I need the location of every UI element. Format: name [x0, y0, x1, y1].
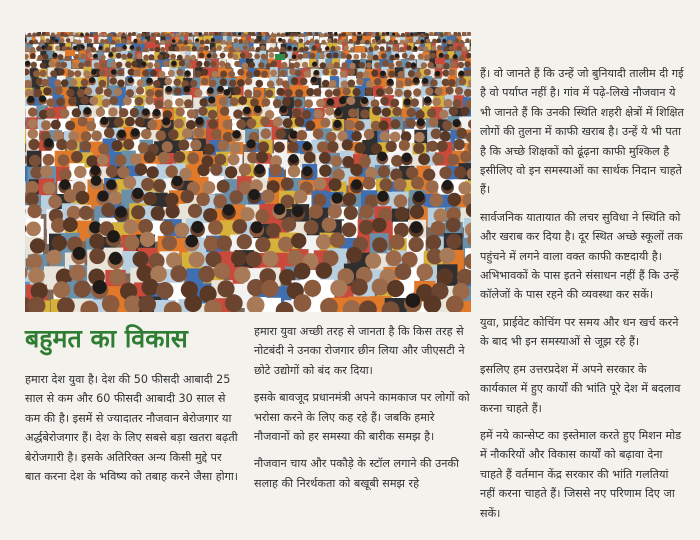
crowd-photo	[25, 32, 471, 312]
headline: बहुमत का विकास	[25, 324, 188, 353]
column-3-paragraph-4: इसलिए हम उत्तरप्रदेश में अपने सरकार के कार्यकाल में हुए कार्यों की भांति पूरे देश में बदलाव करना चाहते हैं।	[480, 362, 681, 415]
column-1	[25, 370, 239, 494]
column-3-paragraph-2: सार्वजनिक यातायात की लचर सुविधा ने स्थिति को और खराब कर दिया है। दूर स्थित अच्छे स्कूलों तक पहुंचने में लगने वाला वक्त काफी कष्टदायी है। अभिभावकों के पास इतने संसाधन नहीं हैं कि उन्हें कॉलेजों के पास रहने की व्यवस्था कर सकें।	[480, 210, 683, 302]
column-3-paragraph-3: युवा, प्राईवेट कोचिंग पर समय और धन खर्च करने के बाद भी इन समस्याओं से जूझ रहे हैं।	[480, 315, 679, 349]
column-2-paragraph-3: नौजवान चाय और पकौड़े के स्टॉल लगाने की उनकी सलाह की निरर्थकता को बखूबी समझ रहे	[254, 457, 459, 490]
column-2	[254, 322, 472, 501]
column-2-paragraph-2: इसके बावजूद प्रधानमंत्री अपने कामकाज पर लोगों को भरोसा करने के लिए कह रहे हैं। जबकि हमारे नौजवानों को हर समस्या की बारीक समझ है।	[254, 391, 470, 444]
column-3-paragraph-1: हैं। वो जानते हैं कि उन्हें जो बुनियादी तालीम दी गई है वो पर्याप्त नहीं है। गांव में पढ़े-लिखे नौजवान ये भी जानते हैं कि उनकी स्थिति शहरी क्षेत्रों में शिक्षित लोगों की तुलना में काफी खराब है। उन्हें ये भी पता है कि अच्छे शिक्षकों को ढूंढ़ना काफी मुश्किल है इसीलिए वो इन समस्याओं का सार्थक निदान चाहते हैं।	[480, 67, 684, 197]
column-2-paragraph-1: हमारा युवा अच्छी तरह से जानता है कि किस तरह से नोटबंदी ने उनका रोजगार छीन लिया और जीएसटी ने छोटे उद्योगों को बंद कर दिया।	[254, 325, 465, 377]
column-3-paragraph-5: हमें नये कान्सेप्ट का इस्तेमाल करते हुए मिशन मोड में नौकरियों और विकास कार्यों को बढ़ावा देना चाहते हैं वर्तमान केंद्र सरकार की भांति गलतियां नहीं करना चाहते हैं। जिससे नए परिणाम दिए जा सकें।	[480, 428, 682, 520]
column-3	[480, 64, 685, 531]
column-1-paragraph: हमारा देश युवा है। देश की 50 फीसदी आबादी 25 साल से कम और 60 फीसदी आबादी 30 साल से कम की है। इसमें से ज्यादातर नौजवान बेरोजगार या अर्द्धबेरोजगार हैं। देश के लिए सबसे बड़ा खतरा बढ़ती बेरोजगारी है। इसके अतिरिक्त अन्य किसी मुद्दे पर बात करना देश के भविष्य को तबाह करने जैसा होगा।	[25, 373, 239, 484]
